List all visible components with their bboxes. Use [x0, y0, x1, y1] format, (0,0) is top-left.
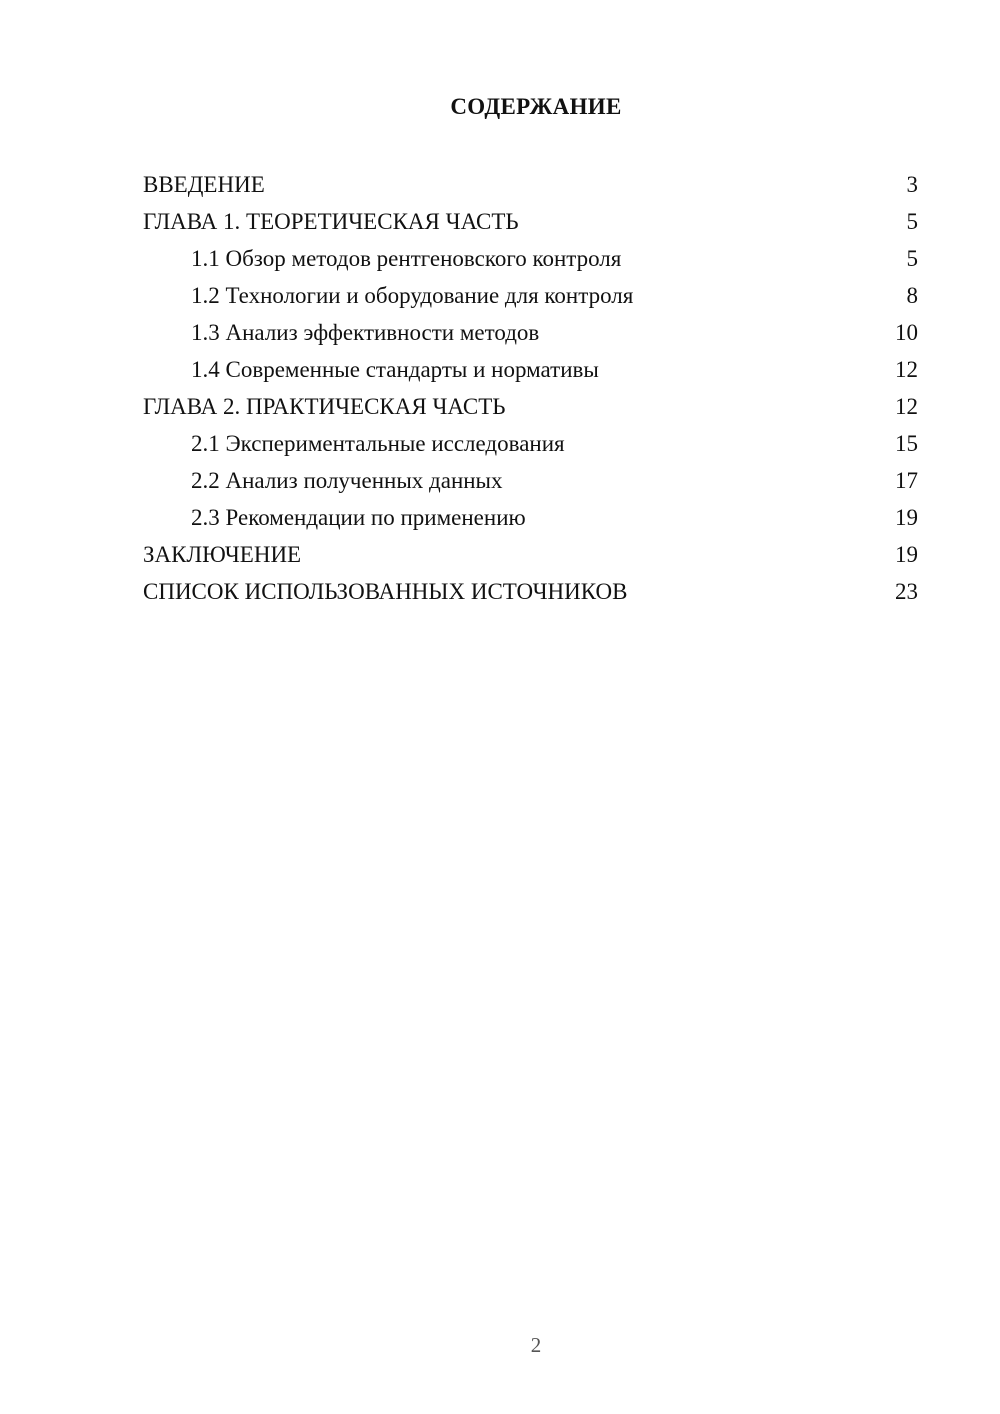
toc-entry-page: 19 — [895, 542, 918, 567]
toc-entry-text: 2.2 Анализ полученных данных — [191, 468, 503, 493]
toc-entry-section-1-1 — [143, 240, 918, 277]
toc-entry-section-2-3 — [143, 499, 918, 536]
toc-entry-page: 17 — [895, 468, 918, 493]
toc-entry-text: ЗАКЛЮЧЕНИЕ — [143, 542, 302, 567]
toc-entry-references — [143, 573, 918, 610]
toc-entry-section-1-2 — [143, 277, 918, 314]
table-of-contents — [143, 166, 918, 610]
toc-entry-page: 19 — [895, 505, 918, 530]
toc-entry-text: ВВЕДЕНИЕ — [143, 172, 265, 197]
page-number: 2 — [530, 1333, 542, 1357]
toc-entry-conclusion — [143, 536, 918, 573]
toc-entry-page: 23 — [895, 579, 918, 604]
toc-entry-text: СПИСОК ИСПОЛЬЗОВАННЫХ ИСТОЧНИКОВ — [143, 579, 628, 604]
toc-entry-section-1-4 — [143, 351, 918, 388]
toc-entry-text: 1.4 Современные стандарты и нормативы — [191, 357, 599, 382]
toc-entry-page: 12 — [895, 394, 918, 419]
toc-title: СОДЕРЖАНИЕ — [450, 94, 622, 119]
toc-entry-introduction — [143, 166, 918, 203]
toc-entry-page: 10 — [895, 320, 918, 345]
toc-entry-text: 1.3 Анализ эффективности методов — [191, 320, 540, 345]
toc-entry-text: 2.1 Экспериментальные исследования — [191, 431, 565, 456]
toc-entry-section-1-3 — [143, 314, 918, 351]
toc-entry-text: ГЛАВА 2. ПРАКТИЧЕСКАЯ ЧАСТЬ — [143, 394, 506, 419]
toc-entry-page: 15 — [895, 431, 918, 456]
toc-entry-page: 8 — [906, 283, 918, 308]
toc-entry-page: 12 — [895, 357, 918, 382]
toc-entry-section-2-1 — [143, 425, 918, 462]
toc-entry-page: 5 — [906, 209, 918, 234]
toc-entry-text: 1.1 Обзор методов рентгеновского контроля — [191, 246, 622, 271]
toc-entry-page: 5 — [906, 246, 918, 271]
toc-entry-text: 2.3 Рекомендации по применению — [191, 505, 526, 530]
toc-entry-text: ГЛАВА 1. ТЕОРЕТИЧЕСКАЯ ЧАСТЬ — [143, 209, 519, 234]
toc-entry-text: 1.2 Технологии и оборудование для контроля — [191, 283, 634, 308]
toc-entry-chapter-1 — [143, 203, 918, 240]
toc-entry-section-2-2 — [143, 462, 918, 499]
toc-entry-chapter-2 — [143, 388, 918, 425]
toc-entry-page: 3 — [906, 172, 918, 197]
